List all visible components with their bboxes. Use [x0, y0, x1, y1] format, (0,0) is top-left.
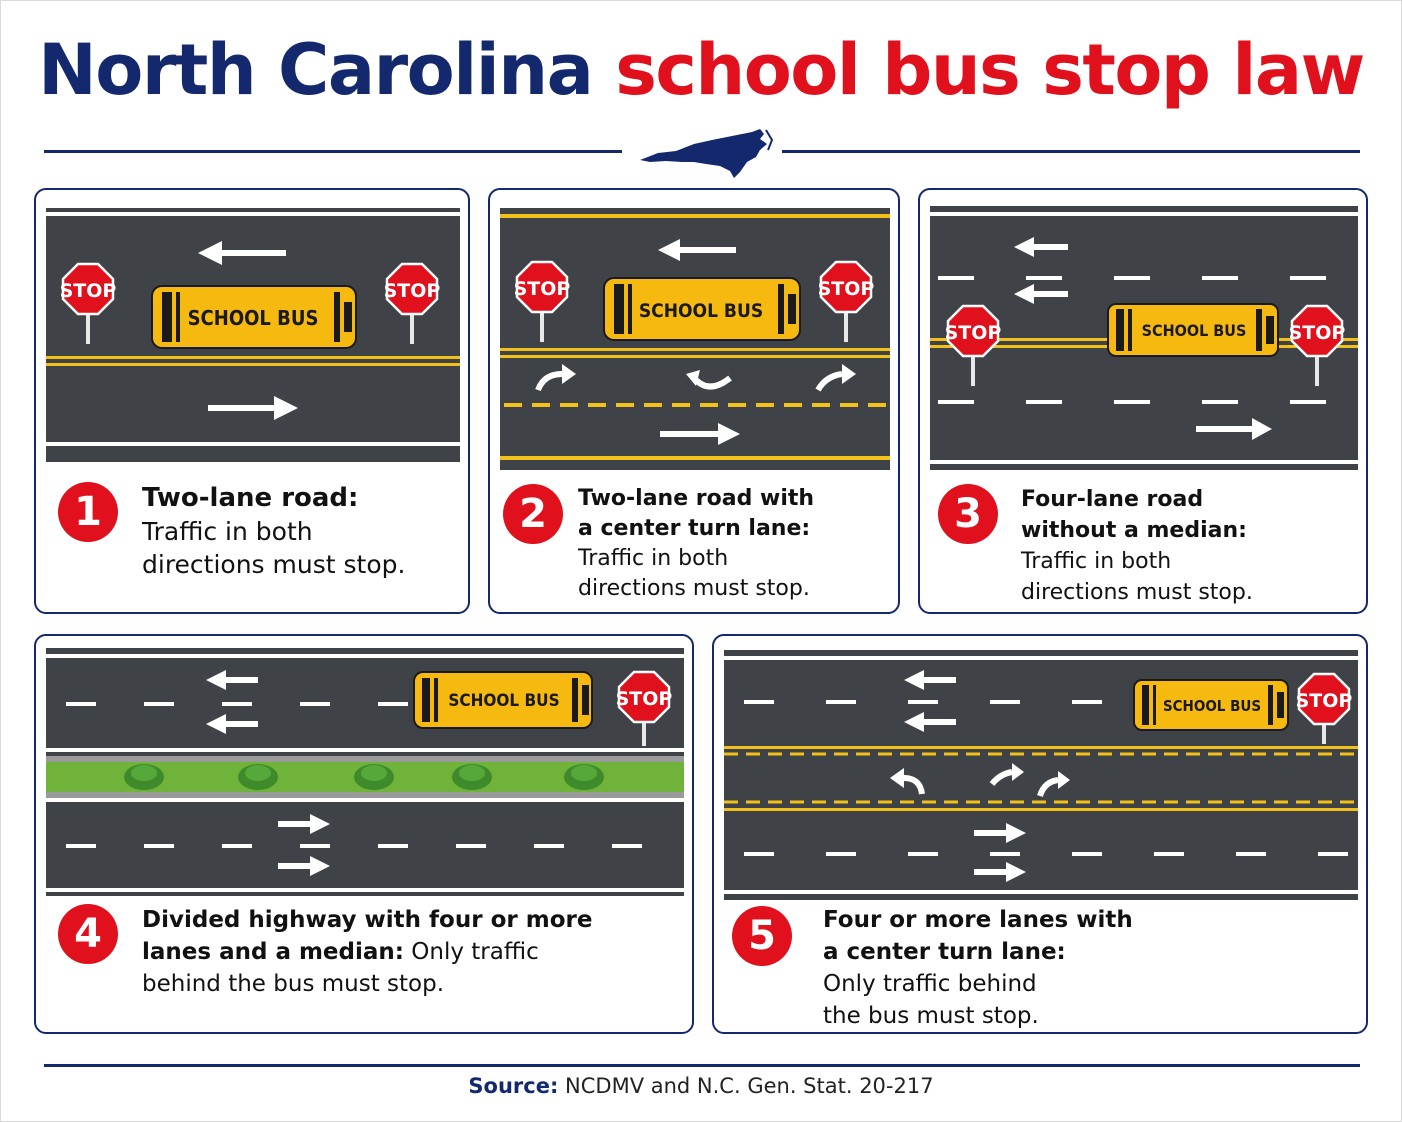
panel-number-badge: 5	[732, 906, 792, 966]
caption-heading: a center turn lane:	[578, 516, 811, 541]
scene-divided-highway	[46, 648, 684, 896]
caption-heading: a center turn lane:	[823, 939, 1066, 965]
page-title	[0, 28, 1402, 112]
panel-number-badge: 1	[58, 482, 118, 542]
panel-two-lane-center-turn	[488, 188, 900, 614]
school-bus-icon	[1108, 304, 1278, 356]
panel-divided-highway	[34, 634, 694, 1034]
panel-caption	[578, 484, 814, 604]
caption-heading: Four or more lanes with	[823, 907, 1133, 933]
panel-caption	[823, 904, 1133, 1032]
panel-number-badge: 4	[58, 904, 118, 964]
caption-line: directions must stop.	[1021, 580, 1253, 605]
source-text: NCDMV and N.C. Gen. Stat. 20-217	[558, 1074, 934, 1098]
caption-heading: Divided highway with four or more	[142, 907, 593, 933]
panel-caption	[1021, 484, 1253, 608]
source-label: Source:	[468, 1074, 559, 1098]
title-part-law: school bus stop law	[615, 29, 1364, 111]
shrub-icon	[124, 764, 164, 790]
stop-sign-label: STOP	[513, 278, 571, 300]
bus-label: SCHOOL BUS	[187, 306, 319, 330]
scene-four-lane-center-turn	[724, 650, 1358, 900]
title-rule-left	[44, 150, 622, 153]
panel-number-badge: 3	[938, 484, 998, 544]
footer-rule	[44, 1064, 1360, 1067]
north-carolina-state-icon	[636, 126, 776, 182]
school-bus-icon	[152, 286, 356, 348]
shrub-icon	[238, 764, 278, 790]
school-bus-icon	[1134, 680, 1288, 730]
panel-two-lane-road	[34, 188, 470, 614]
scene-two-lane-center-turn	[500, 208, 890, 470]
stop-sign-label: STOP	[59, 280, 117, 302]
title-part-state: North Carolina	[38, 29, 593, 111]
caption-heading: without a median:	[1021, 518, 1247, 543]
caption-heading: lanes and a median:	[142, 939, 404, 965]
caption-line: Traffic in both	[578, 546, 729, 571]
shrub-icon	[354, 764, 394, 790]
title-rule-right	[782, 150, 1360, 153]
panel-caption	[142, 904, 592, 1000]
bus-label: SCHOOL BUS	[638, 300, 764, 322]
stop-sign-label: STOP	[383, 280, 441, 302]
source-note	[0, 1074, 1402, 1098]
caption-line: behind the bus must stop.	[142, 971, 445, 997]
panel-four-lane-no-median	[918, 188, 1368, 614]
stop-sign-label: STOP	[615, 688, 673, 710]
bus-label: SCHOOL BUS	[1141, 321, 1247, 340]
caption-line: Only traffic	[403, 939, 539, 965]
caption-line: Only traffic behind	[823, 971, 1037, 997]
bus-label: SCHOOL BUS	[448, 691, 560, 711]
stop-sign-label: STOP	[1288, 322, 1346, 344]
bus-label: SCHOOL BUS	[1162, 697, 1262, 715]
caption-heading: Four-lane road	[1021, 487, 1204, 512]
panel-number-badge: 2	[503, 484, 563, 544]
panel-four-lane-center-turn	[712, 634, 1368, 1034]
stop-sign-label: STOP	[817, 278, 875, 300]
caption-heading: Two-lane road with	[578, 486, 815, 511]
stop-sign-label: STOP	[1295, 690, 1353, 712]
panel-caption	[142, 482, 405, 581]
caption-line: Traffic in both	[142, 517, 313, 546]
caption-line: the bus must stop.	[823, 1003, 1039, 1029]
scene-two-lane-road	[46, 208, 460, 462]
caption-heading: Two-lane road:	[142, 483, 359, 513]
stop-sign-label: STOP	[944, 322, 1002, 344]
shrub-icon	[564, 764, 604, 790]
school-bus-icon	[604, 278, 800, 340]
shrub-icon	[452, 764, 492, 790]
caption-line: directions must stop.	[142, 550, 406, 579]
scene-four-lane-no-median	[930, 206, 1358, 470]
caption-line: Traffic in both	[1021, 549, 1172, 574]
caption-line: directions must stop.	[578, 576, 810, 601]
school-bus-icon	[414, 672, 592, 728]
